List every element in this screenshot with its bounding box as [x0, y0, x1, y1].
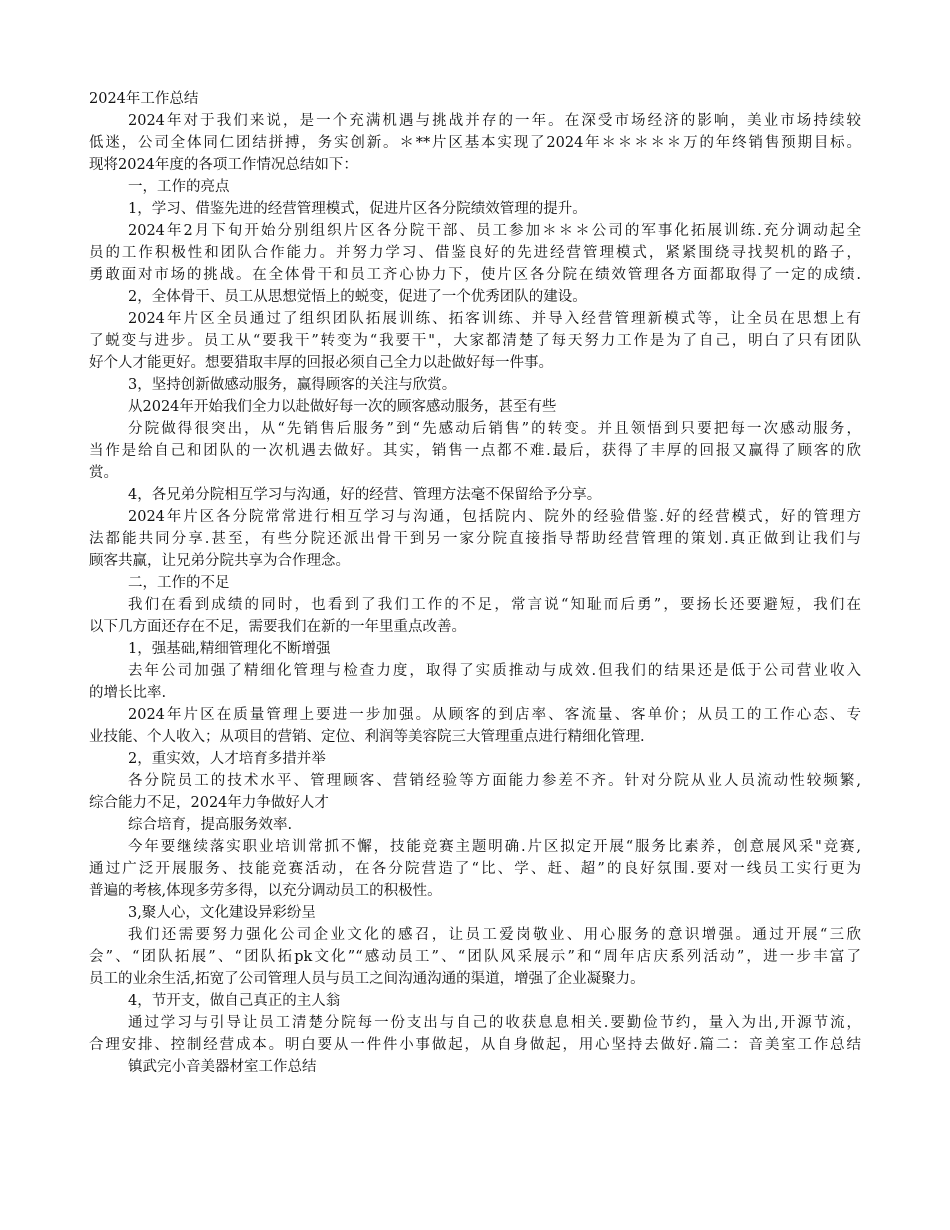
text-line: 的增长比率. — [89, 685, 167, 701]
text-line: 以下几方面还存在不足，需要我们在新的一年里重点改善。 — [89, 619, 466, 635]
document-title: 2024年工作总结 — [89, 91, 199, 107]
text-line: 2，全体骨干、员工从思想觉悟上的蜕变，促进了一个优秀团队的建设。 — [128, 289, 587, 305]
text-line: 好个人才能更好。想要猎取丰厚的回报必须自己全力以赴做好每一件事。 — [89, 355, 553, 371]
text-line: 2024年片区各分院常常进行相互学习与沟通，包括院内、院外的经验借鉴.好的经营模式，好的管理方 — [128, 509, 861, 525]
text-line: 2024年片区在质量管理上要进一步加强。从顾客的到店率、客流量、客单价；从员工的工作心态、专 — [128, 707, 861, 723]
text-line: 员工的业余生活,拓宽了公司管理人员与员工之间沟通沟通的渠道，增强了企业凝聚力。 — [89, 971, 645, 987]
document-page — [89, 88, 861, 1078]
text-line: 各分院员工的技术水平、管理顾客、营销经验等方面能力参差不齐。针对分院从业人员流动性较频繁, — [128, 773, 861, 789]
text-line: 3，坚持创新做感动服务，赢得顾客的关注与欣赏。 — [128, 377, 457, 393]
text-line: 普遍的考核,体现多劳多得，以充分调动员工的积极性。 — [89, 883, 442, 899]
text-line: 3,聚人心，文化建设异彩纷呈 — [128, 905, 316, 921]
text-line: 从2024年开始我们全力以赴做好每一次的顾客感动服务，甚至有些 — [128, 399, 557, 415]
text-line: 现将2024年度的各项工作情况总结如下： — [89, 157, 358, 173]
text-line: 会”、“团队拓展”、“团队拓pk文化”“感动员工”、“团队风采展示”和“周年店庆系列活动”，进一步丰富了 — [89, 949, 861, 965]
text-line: 我们还需要努力强化公司企业文化的感召，让员工爱岗敬业、用心服务的意识增强。通过开展“三欣 — [128, 927, 861, 943]
text-line: 分院做得很突出，从“先销售后服务”到“先感动后销售”的转变。并且领悟到只要把每一次感动服务， — [128, 421, 861, 437]
text-line: 今年要继续落实职业培训常抓不懈，技能竞赛主题明确.片区拟定开展“服务比素养，创意展风采"竞赛, — [128, 839, 861, 855]
text-line: 员的工作积极性和团队合作能力。并努力学习、借鉴良好的先进经营管理模式，紧紧围绕寻找契机的路子， — [89, 245, 861, 261]
text-line: 2024年片区全员通过了组织团队拓展训练、拓客训练、并导入经营管理新模式等，让全员在思想上有 — [128, 311, 861, 327]
text-line: 2024年2月下旬开始分别组织片区各分院干部、员工参加＊＊＊公司的军事化拓展训练.充分调动起全 — [128, 223, 861, 239]
text-line: 合理安排、控制经营成本。明白要从一件件小事做起，从自身做起，用心坚持去做好.篇二：音美室工作总结 — [89, 1037, 861, 1053]
text-line: 去年公司加强了精细化管理与检查力度，取得了实质推动与成效.但我们的结果还是低于公司营业收入 — [128, 663, 861, 679]
text-line: 综合培育，提高服务效率. — [128, 817, 293, 833]
text-line: 4，节开支，做自己真正的主人翁 — [128, 993, 341, 1009]
text-line: 勇敢面对市场的挑战。在全体骨干和员工齐心协力下，使片区各分院在绩效管理各方面都取得了一定的成绩. — [89, 267, 861, 283]
text-line: 我们在看到成绩的同时，也看到了我们工作的不足，常言说“知耻而后勇”，要扬长还要避短，我们在 — [128, 597, 861, 613]
text-line: 2024年对于我们来说，是一个充满机遇与挑战并存的一年。在深受市场经济的影响，美业市场持续较 — [128, 113, 861, 129]
text-line: 镇武完小音美器材室工作总结 — [128, 1059, 317, 1075]
text-line: 综合能力不足，2024年力争做好人才 — [89, 795, 329, 811]
text-line: 通过广泛开展服务、技能竞赛活动，在各分院营造了“比、学、赶、超”的良好氛围.要对一线员工实行更为 — [89, 861, 861, 877]
text-line: 一，工作的亮点 — [128, 179, 230, 195]
text-line: 低迷，公司全体同仁团结拼搏，务实创新。＊**片区基本实现了2024年＊＊＊＊＊万的年终销售预期目标。 — [89, 135, 861, 151]
text-line: 顾客共赢，让兄弟分院共享为合作理念。 — [89, 553, 350, 569]
text-line: 1，学习、借鉴先进的经营管理模式，促进片区各分院绩效管理的提升。 — [128, 201, 587, 217]
text-line: 4，各兄弟分院相互学习与沟通，好的经营、管理方法毫不保留给予分享。 — [128, 487, 602, 503]
text-line: 了蜕变与进步。员工从“要我干”转变为“我要干"，大家都清楚了每天努力工作是为了自己，明白了只有团队 — [89, 333, 861, 349]
text-line: 通过学习与引导让员工清楚分院每一份支出与自己的收获息息相关.要勤俭节约，量入为出,开源节流， — [128, 1015, 861, 1031]
text-line: 1，强基础,精细管理化不断增强 — [128, 641, 331, 657]
text-line: 法都能共同分享.甚至，有些分院还派出骨干到另一家分院直接指导帮助经营管理的策划.真正做到让我们与 — [89, 531, 861, 547]
text-line: 二，工作的不足 — [128, 575, 230, 591]
text-line: 赏。 — [89, 465, 118, 481]
text-line: 2，重实效，人才培育多措并举 — [128, 751, 326, 767]
text-line: 当作是给自己和团队的一次机遇去做好。其实，销售一点都不难.最后，获得了丰厚的回报又赢得了顾客的欣 — [89, 443, 861, 459]
text-line: 业技能、个人收入；从项目的营销、定位、利润等美容院三大管理重点进行精细化管理. — [89, 729, 645, 745]
